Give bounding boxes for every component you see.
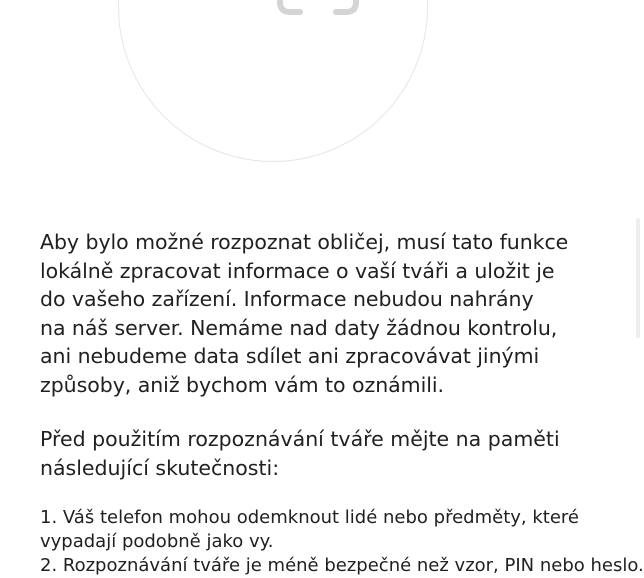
list-item-line: 2. Rozpoznávání tváře je méně bezpečné než vzor, PIN nebo heslo. <box>40 555 644 576</box>
paragraph-line: lokálně zpracovat informace o vaší tváři a uložit je <box>40 258 555 283</box>
face-illustration-circle <box>118 0 428 162</box>
paragraph-line: do vašeho zařízení. Informace nebudou nahrány <box>40 287 534 311</box>
notice-paragraph <box>40 425 626 482</box>
paragraph-line: ani nebudeme data sdílet ani zpracovávat jinými <box>40 344 540 368</box>
list-item-line: 1. Váš telefon mohou odemknout lidé nebo předměty, které <box>40 507 579 528</box>
list-item <box>40 506 626 554</box>
info-content <box>40 228 644 578</box>
face-scan-frame-icon <box>272 0 364 18</box>
scrollbar[interactable] <box>636 218 640 338</box>
paragraph-line: následující skutečnosti: <box>40 455 280 480</box>
list-item <box>40 554 644 578</box>
list-item-line: vypadají podobně jako vy. <box>40 531 274 552</box>
paragraph-line: Před použitím rozpoznávání tváře mějte na paměti <box>40 427 560 451</box>
facts-list <box>40 506 644 578</box>
privacy-paragraph <box>40 228 626 399</box>
paragraph-line: způsoby, aniž bychom vám to oznámili. <box>40 372 444 397</box>
paragraph-line: Aby bylo možné rozpoznat obličej, musí tato funkce <box>40 230 569 254</box>
paragraph-line: na náš server. Nemáme nad daty žádnou kontrolu, <box>40 315 558 340</box>
